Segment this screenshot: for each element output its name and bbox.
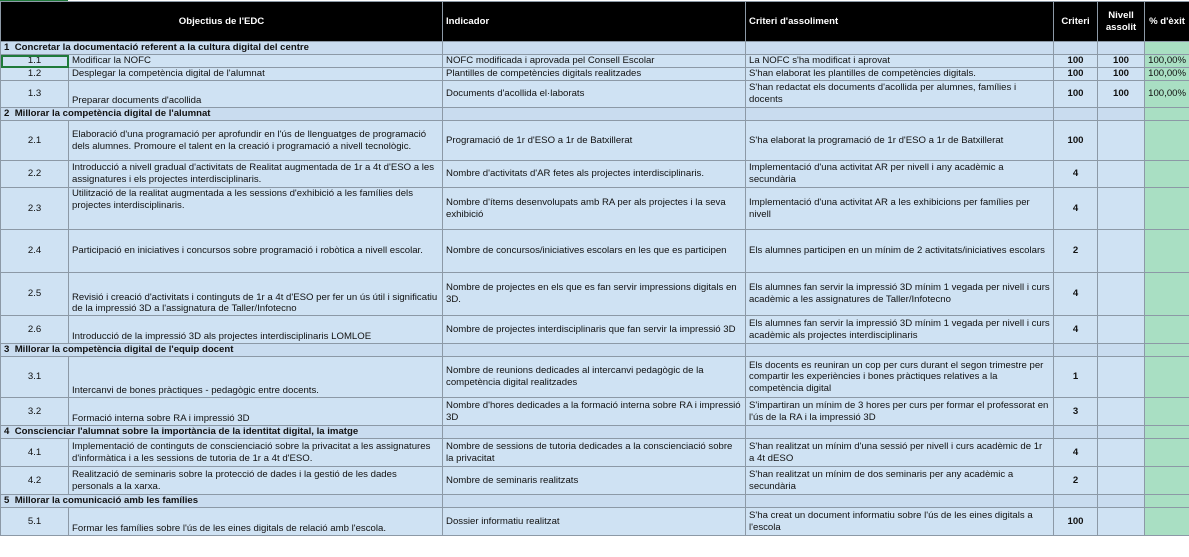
exit-cell[interactable]: 100,00%: [1145, 55, 1189, 68]
objectiu-cell[interactable]: Introducció de la impressió 3D als projectes interdisciplinaris LOMLOE: [69, 316, 443, 344]
indicador-cell[interactable]: Nombre d'activitats d'AR fetes als projectes interdisciplinaris.: [443, 161, 746, 188]
section-row: [1, 426, 1189, 439]
table-row: [1, 398, 1189, 426]
header-criteri[interactable]: Criteri: [1054, 2, 1098, 42]
nivell-cell[interactable]: [1098, 508, 1145, 536]
table-row: [1, 188, 1189, 230]
nivell-cell[interactable]: [1098, 357, 1145, 398]
criteri-cell[interactable]: 4: [1054, 439, 1098, 467]
criteri-cell[interactable]: 4: [1054, 273, 1098, 316]
nivell-cell[interactable]: 100: [1098, 68, 1145, 81]
row-id-cell[interactable]: 2.4: [1, 230, 69, 273]
nivell-cell[interactable]: [1098, 467, 1145, 495]
row-id-cell[interactable]: 2.1: [1, 121, 69, 161]
exit-cell[interactable]: [1145, 439, 1189, 467]
criteri-cell[interactable]: 2: [1054, 230, 1098, 273]
indicador-cell[interactable]: Nombre d'hores dedicades a la formació interna sobre RA i impressió 3D: [443, 398, 746, 426]
header-objectius[interactable]: Objectius de l'EDC: [1, 2, 443, 42]
table-row: [1, 68, 1189, 81]
indicador-cell[interactable]: Documents d'acollida el·laborats: [443, 81, 746, 108]
criteri-assoliment-cell[interactable]: S'han redactat els documents d'acollida per alumnes, famílies i docents: [746, 81, 1054, 108]
criteri-assoliment-cell[interactable]: S'han realitzat un mínim de dos seminaris per any acadèmic a secundària: [746, 467, 1054, 495]
nivell-cell[interactable]: [1098, 161, 1145, 188]
nivell-cell[interactable]: 100: [1098, 55, 1145, 68]
table-row: [1, 357, 1189, 398]
objectiu-cell[interactable]: Realització de seminaris sobre la protecció de dades i la gestió de les dades personals a la xarxa.: [69, 467, 443, 495]
row-id-cell[interactable]: 2.3: [1, 188, 69, 230]
row-id-cell[interactable]: 4.1: [1, 439, 69, 467]
table-row: [1, 467, 1189, 495]
indicador-cell[interactable]: Nombre de projectes en els que es fan servir impressions digitals en 3D.: [443, 273, 746, 316]
section-row: [1, 108, 1189, 121]
criteri-cell[interactable]: 2: [1054, 467, 1098, 495]
criteri-cell[interactable]: 1: [1054, 357, 1098, 398]
section-number[interactable]: 3: [4, 344, 10, 356]
objectiu-cell[interactable]: Intercanvi de bones pràctiques - pedagògic entre docents.: [69, 357, 443, 398]
criteri-assoliment-cell[interactable]: S'ha creat un document informatiu sobre l'ús de les eines digitals a l'escola: [746, 508, 1054, 536]
objectiu-cell[interactable]: Utilització de la realitat augmentada a les sessions d'exhibició a les famílies dels projectes interdisciplinaris.: [69, 188, 443, 230]
table-row: [1, 316, 1189, 344]
objectiu-cell[interactable]: Formació interna sobre RA i impressió 3D: [69, 398, 443, 426]
header-nivell-assolit[interactable]: Nivell assolit: [1098, 2, 1145, 42]
table-row: [1, 508, 1189, 536]
exit-cell[interactable]: [1145, 230, 1189, 273]
nivell-cell[interactable]: [1098, 230, 1145, 273]
section-title[interactable]: Millorar la comunicació amb les famílies: [14, 495, 199, 507]
row-id-cell[interactable]: 5.1: [1, 508, 69, 536]
exit-cell[interactable]: [1145, 188, 1189, 230]
section-title[interactable]: Conscienciar l'alumnat sobre la importància de la identitat digital, la imatge: [14, 426, 359, 438]
section-number[interactable]: 5: [4, 495, 10, 507]
criteri-cell[interactable]: 4: [1054, 161, 1098, 188]
header-indicador[interactable]: Indicador: [443, 2, 746, 42]
row-id-cell[interactable]: 1.3: [1, 81, 69, 108]
nivell-cell[interactable]: [1098, 316, 1145, 344]
criteri-assoliment-cell[interactable]: Els docents es reuniran un cop per curs durant el segon trimestre per compartir les experiències i bones pràctiques relatives a la competència digital: [746, 357, 1054, 398]
objectiu-cell[interactable]: Formar les famílies sobre l'ús de les eines digitals de relació amb l'escola.: [69, 508, 443, 536]
criteri-assoliment-cell[interactable]: Els alumnes fan servir la impressió 3D mínim 1 vegada per nivell i curs acadèmic als projectes interdisciplinaris: [746, 316, 1054, 344]
objectiu-cell[interactable]: Modificar la NOFC: [69, 55, 443, 68]
exit-cell[interactable]: [1145, 161, 1189, 188]
criteri-assoliment-cell[interactable]: La NOFC s'ha modificat i aprovat: [746, 55, 1054, 68]
table-row: [1, 121, 1189, 161]
row-id-cell[interactable]: 1.2: [1, 68, 69, 81]
nivell-cell[interactable]: [1098, 121, 1145, 161]
objectiu-cell[interactable]: Preparar documents d'acollida: [69, 81, 443, 108]
indicador-cell[interactable]: Programació de 1r d'ESO a 1r de Batxillerat: [443, 121, 746, 161]
criteri-assoliment-cell[interactable]: S'han elaborat les plantilles de competències digitals.: [746, 68, 1054, 81]
criteri-cell[interactable]: 100: [1054, 55, 1098, 68]
exit-cell[interactable]: [1145, 316, 1189, 344]
section-number[interactable]: 2: [4, 108, 10, 120]
table-row: [1, 230, 1189, 273]
table-row: [1, 55, 1189, 68]
indicador-cell[interactable]: Nombre de sessions de tutoria dedicades a la conscienciació sobre la privacitat: [443, 439, 746, 467]
edc-table: [0, 1, 1189, 536]
row-id-cell[interactable]: 1.1: [1, 55, 69, 68]
nivell-cell[interactable]: [1098, 273, 1145, 316]
table-row: [1, 273, 1189, 316]
header-criteri-assoliment[interactable]: Criteri d'assoliment: [746, 2, 1054, 42]
nivell-cell[interactable]: [1098, 439, 1145, 467]
section-title[interactable]: Concretar la documentació referent a la cultura digital del centre: [14, 42, 309, 54]
exit-cell[interactable]: [1145, 273, 1189, 316]
indicador-cell[interactable]: Nombre de concursos/iniciatives escolars en les que es participen: [443, 230, 746, 273]
exit-cell[interactable]: [1145, 121, 1189, 161]
objectiu-cell[interactable]: Revisió i creació d'activitats i continguts de 1r a 4t d'ESO per fer un ús útil i significatiu de la impressió 3D a l'assignatura de Taller/Infotecno: [69, 273, 443, 316]
section-row: [1, 495, 1189, 508]
nivell-cell[interactable]: 100: [1098, 81, 1145, 108]
objectiu-cell[interactable]: Desplegar la competència digital de l'alumnat: [69, 68, 443, 81]
table-row: [1, 81, 1189, 108]
criteri-cell[interactable]: 100: [1054, 68, 1098, 81]
exit-cell[interactable]: [1145, 508, 1189, 536]
criteri-assoliment-cell[interactable]: Els alumnes participen en un mínim de 2 activitats/iniciatives escolars: [746, 230, 1054, 273]
row-id-cell[interactable]: 2.2: [1, 161, 69, 188]
exit-cell[interactable]: [1145, 467, 1189, 495]
section-number[interactable]: 4: [4, 426, 10, 438]
header-row: [1, 2, 1189, 42]
objectiu-cell[interactable]: Introducció a nivell gradual d'activitats de Realitat augmentada de 1r a 4t d'ESO a les assignatures i els projectes interdisciplinaris.: [69, 161, 443, 188]
indicador-cell[interactable]: Nombre de seminaris realitzats: [443, 467, 746, 495]
row-id-cell[interactable]: 2.5: [1, 273, 69, 316]
criteri-assoliment-cell[interactable]: S'impartiran un mínim de 3 hores per curs per formar el professorat en l'ús de la RA i la impressió 3D: [746, 398, 1054, 426]
section-number[interactable]: 1: [4, 42, 10, 54]
criteri-cell[interactable]: 3: [1054, 398, 1098, 426]
nivell-cell[interactable]: [1098, 188, 1145, 230]
criteri-assoliment-cell[interactable]: S'han realitzat un mínim d'una sessió per nivell i curs acadèmic de 1r a 4t dESO: [746, 439, 1054, 467]
section-row: [1, 42, 1189, 55]
table-row: [1, 161, 1189, 188]
row-id-cell[interactable]: 3.1: [1, 357, 69, 398]
criteri-cell[interactable]: 4: [1054, 188, 1098, 230]
exit-cell[interactable]: 100,00%: [1145, 68, 1189, 81]
row-id-cell[interactable]: 4.2: [1, 467, 69, 495]
table-row: [1, 439, 1189, 467]
criteri-assoliment-cell[interactable]: Implementació d'una activitat AR per nivell i any acadèmic a secundària: [746, 161, 1054, 188]
criteri-cell[interactable]: 100: [1054, 121, 1098, 161]
nivell-cell[interactable]: [1098, 398, 1145, 426]
criteri-cell[interactable]: 100: [1054, 81, 1098, 108]
indicador-cell[interactable]: Plantilles de competències digitals realitzades: [443, 68, 746, 81]
criteri-cell[interactable]: 4: [1054, 316, 1098, 344]
indicador-cell[interactable]: Nombre d'ítems desenvolupats amb RA per als projectes i la seva exhibició: [443, 188, 746, 230]
criteri-assoliment-cell[interactable]: Implementació d'una activitat AR a les exhibicions per famílies per nivell: [746, 188, 1054, 230]
indicador-cell[interactable]: NOFC modificada i aprovada pel Consell Escolar: [443, 55, 746, 68]
section-row: [1, 344, 1189, 357]
criteri-assoliment-cell[interactable]: S'ha elaborat la programació de 1r d'ESO a 1r de Batxillerat: [746, 121, 1054, 161]
indicador-cell[interactable]: Dossier informatiu realitzat: [443, 508, 746, 536]
objectiu-cell[interactable]: Elaboració d'una programació per aprofundir en l'ús de llenguatges de programació dels alumnes. Promoure el talent en la creació i programació a nivell tecnològic.: [69, 121, 443, 161]
exit-cell[interactable]: 100,00%: [1145, 81, 1189, 108]
row-id-cell[interactable]: 3.2: [1, 398, 69, 426]
exit-cell[interactable]: [1145, 357, 1189, 398]
criteri-assoliment-cell[interactable]: Els alumnes fan servir la impressió 3D mínim 1 vegada per nivell i curs acadèmic a les assignatures de Taller/Infotecno: [746, 273, 1054, 316]
indicador-cell[interactable]: Nombre de projectes interdisciplinaris que fan servir la impressió 3D: [443, 316, 746, 344]
objectiu-cell[interactable]: Participació en iniciatives i concursos sobre programació i robòtica a nivell escolar.: [69, 230, 443, 273]
indicador-cell[interactable]: Nombre de reunions dedicades al intercanvi pedagògic de la competència digital realitzades: [443, 357, 746, 398]
objectiu-cell[interactable]: Implementació de continguts de conscienciació sobre la privacitat a les assignatures d'informàtica i a les sessions de tutoria de 1r a 4t d'ESO.: [69, 439, 443, 467]
section-title[interactable]: Millorar la competència digital de l'equip docent: [14, 344, 234, 356]
section-title[interactable]: Millorar la competència digital de l'alumnat: [14, 108, 211, 120]
criteri-cell[interactable]: 100: [1054, 508, 1098, 536]
exit-cell[interactable]: [1145, 398, 1189, 426]
header-exit[interactable]: % d'èxit: [1145, 2, 1189, 42]
row-id-cell[interactable]: 2.6: [1, 316, 69, 344]
